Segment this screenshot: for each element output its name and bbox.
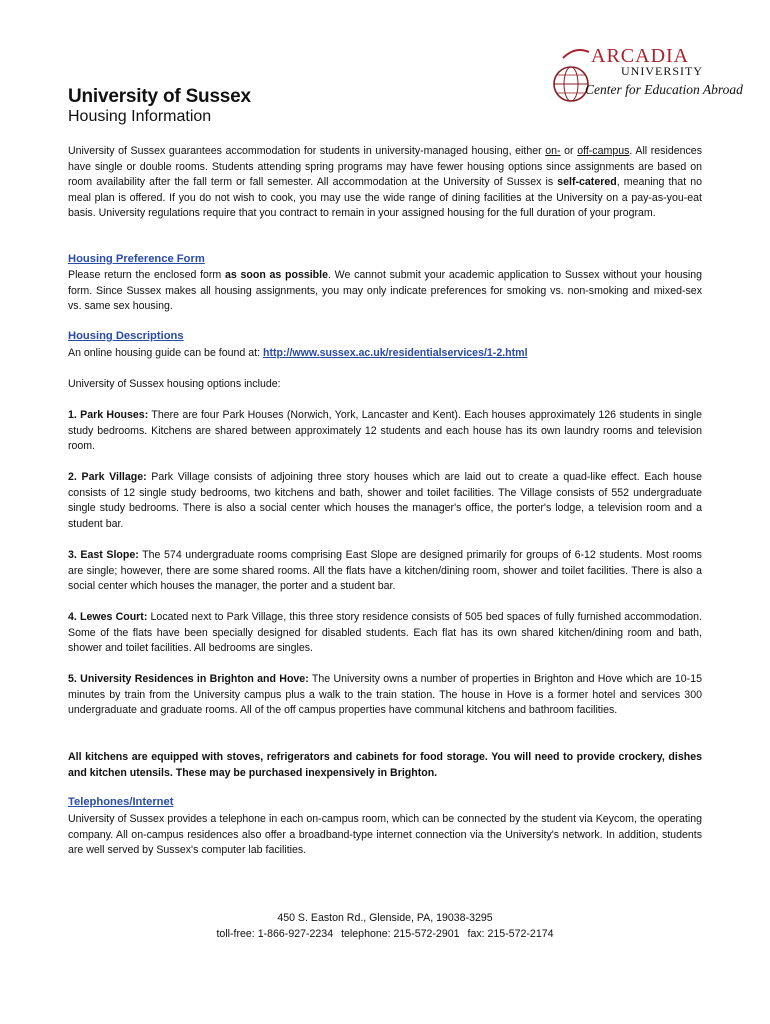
- intro-text-1: University of Sussex guarantees accommodation for students in university-managed housing, either: [68, 145, 546, 157]
- telephones-internet-heading: Telephones/Internet: [68, 796, 174, 808]
- logo-name: ARCADIA: [591, 45, 690, 67]
- guide-line: [68, 346, 702, 362]
- preference-text-1: Please return the enclosed form: [68, 269, 225, 281]
- housing-guide-link[interactable]: http://www.sussex.ac.uk/residentialservices/1-2.html: [262, 347, 528, 359]
- preference-paragraph: [68, 268, 702, 315]
- option-text: The University owns a number of properties in Brighton and Hove which are 10-15 minutes by train from the University campus plus a walk to the train station. The house in Hove is a former hotel and services 300 undergraduate and graduate rooms. All of the off campus properties have communal kitchens and bathroom facilities.: [68, 673, 702, 716]
- footer-fax: fax: 215-572-2174: [467, 928, 554, 940]
- page-subtitle: Housing Information: [68, 108, 212, 125]
- guide-text: An online housing guide can be found at:: [68, 347, 263, 359]
- telephones-paragraph: University of Sussex provides a telephone in each on-campus room, which can be connected by the student via Keycom, the operating company. All on-campus residences also offer a broadband-type internet connection via the University's network. In addition, students are well served by Sussex's computer lab facilities.: [68, 813, 702, 856]
- globe-icon: [549, 44, 589, 104]
- options-intro: University of Sussex housing options include:: [68, 378, 281, 390]
- option-east-slope: [68, 548, 702, 595]
- option-park-houses: [68, 408, 702, 455]
- option-label: 4. Lewes Court:: [68, 611, 148, 623]
- intro-on-campus: on-: [545, 145, 561, 157]
- kitchens-note: All kitchens are equipped with stoves, refrigerators and cabinets for food storage. You will need to provide crockery, dishes and kitchen utensils. These may be purchased inexpensively in Brighton.: [68, 751, 702, 779]
- intro-text-3: , meaning that no meal plan is offered. If you do not wish to cook, you may use the wide range of dining facilities at the University on a pay-as-you-eat basis. University regulations require that you contract to remain in your assigned housing for the full duration of your program.: [68, 176, 703, 219]
- option-brighton-hove: [68, 672, 702, 719]
- option-text: Located next to Park Village, this three story residence consists of 505 bed spaces of fully furnished accommodation. Some of the flats have been specially designed for disabled students. Each flat has its own shared kitchen/dining room and bath, shower and toilet facilities. All bedrooms are singles.: [68, 611, 702, 654]
- option-lewes-court: [68, 610, 702, 657]
- page-title: University of Sussex: [68, 86, 251, 107]
- logo-center: Center for Education Abroad: [585, 82, 743, 97]
- option-label: 2. Park Village:: [68, 471, 147, 483]
- preference-text-2: . We cannot submit your academic application to Sussex without your housing form. Since Sussex makes all housing assignments, you may only indicate preferences for smoking vs. non-smoking and mixed-sex vs. same sex housing.: [68, 269, 703, 312]
- option-park-village: [68, 470, 702, 532]
- intro-self-catered: self-catered: [557, 176, 617, 188]
- option-label: 1. Park Houses:: [68, 409, 149, 421]
- option-label: 3. East Slope:: [68, 549, 139, 561]
- preference-bold: as soon as possible: [224, 269, 328, 281]
- footer-telephone: telephone: 215-572-2901: [341, 928, 460, 940]
- logo-university: UNIVERSITY: [621, 64, 703, 78]
- housing-descriptions-heading: Housing Descriptions: [68, 330, 184, 342]
- footer-contacts: [68, 927, 702, 943]
- intro-paragraph: [68, 144, 702, 222]
- option-label: 5. University Residences in Brighton and Hove:: [68, 673, 309, 685]
- footer-tollfree: toll-free: 1-866-927-2234: [216, 928, 334, 940]
- arcadia-logo: [549, 44, 743, 116]
- intro-off-campus: off-campus: [577, 145, 630, 157]
- option-text: Park Village consists of adjoining three story houses which are laid out to create a quad-like effect. Each house consists of 12 single study bedrooms, two kitchens and bath, shower and toilet facilities. The Village consists of 552 undergraduate single study bedrooms. There is also a social center which houses the manager's office, the porter's lodge, a television room and a student bar.: [68, 471, 702, 530]
- intro-text-2: . All residences have single or double rooms. Students attending spring programs may have fewer housing options since assignments are based on room availability after the fall term or fall semester. All accommodation at the University of Sussex is: [68, 145, 702, 188]
- intro-or: or: [560, 145, 578, 157]
- document-page: [68, 0, 743, 1024]
- footer-address: 450 S. Easton Rd., Glenside, PA, 19038-3295: [277, 912, 493, 924]
- option-text: There are four Park Houses (Norwich, York, Lancaster and Kent). Each houses approximately 126 students in single study bedrooms. Kitchens are shared between approximately 12 students and each house has its own laundry rooms and television room.: [68, 409, 702, 452]
- housing-preference-heading: Housing Preference Form: [68, 253, 205, 265]
- option-text: The 574 undergraduate rooms comprising East Slope are designed primarily for groups of 6-12 students. Most rooms are single; however, there are some shared rooms. All the flats have a kitchen/dining room, shower and toilet facilities. There is also a social center which houses the manager, the porter and a student bar.: [68, 549, 702, 592]
